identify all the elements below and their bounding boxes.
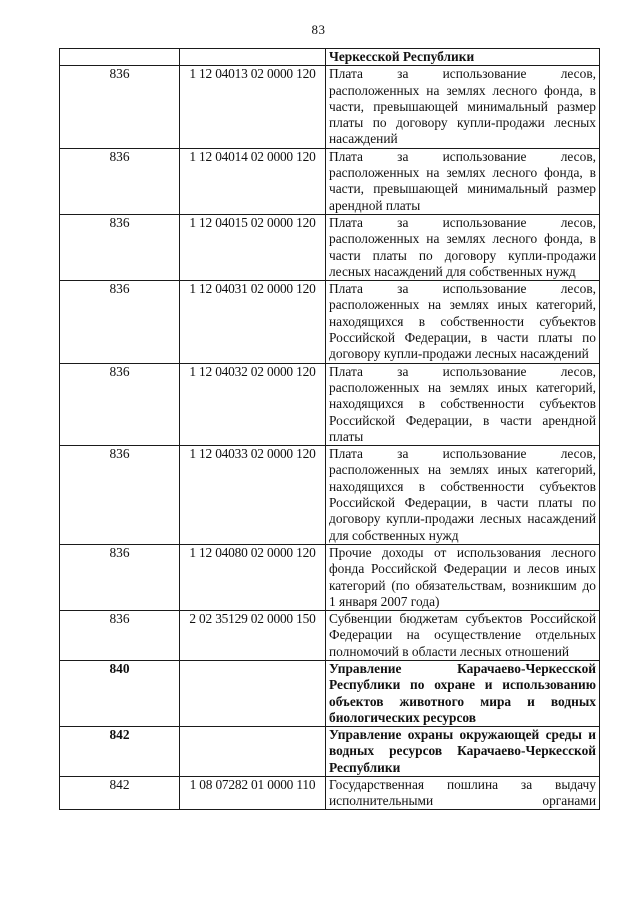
table-row: [60, 777, 600, 810]
income-name-cell: Плата за использование лесов, расположенных на землях иных категорий, находящихся в собственности субъектов Российской Федерации, в части платы по договору купли-продажи лесных насаждений для собственных нужд: [326, 446, 600, 545]
table-row: [60, 49, 600, 66]
income-name-cell: Прочие доходы от использования лесного фонда Российской Федерации и лесов иных категорий (по обязательствам, возникшим до 1 января 2007 года): [326, 544, 600, 610]
table-row: [60, 446, 600, 545]
table-row: [60, 727, 600, 777]
admin-code-cell: 836: [60, 611, 180, 661]
admin-code-cell: 836: [60, 148, 180, 214]
table-row: [60, 544, 600, 610]
budget-code-cell: [180, 727, 326, 777]
income-name-cell: Субвенции бюджетам субъектов Российской Федерации на осуществление отдельных полномочий в области лесных отношений: [326, 611, 600, 661]
budget-code-cell: 1 12 04031 02 0000 120: [180, 281, 326, 363]
budget-code-cell: [180, 660, 326, 726]
budget-code-cell: 1 12 04015 02 0000 120: [180, 214, 326, 280]
admin-code-cell: 836: [60, 66, 180, 148]
administrator-name-cell: Управление Карачаево-Черкесской Республики по охране и использованию объектов животного мира и водных биологических ресурсов: [326, 660, 600, 726]
table-row: [60, 611, 600, 661]
admin-code-cell: [60, 49, 180, 66]
admin-code-cell: 836: [60, 281, 180, 363]
table-row: [60, 281, 600, 363]
admin-code-cell: 836: [60, 544, 180, 610]
income-name-cell: Черкесской Республики: [326, 49, 600, 66]
income-name-text: Государственная пошлина за выдачу исполнительными органами: [329, 777, 596, 809]
income-name-cell: Плата за использование лесов, расположенных на землях лесного фонда, в части платы по договору купли-продажи лесных насаждений для собственных нужд: [326, 214, 600, 280]
table-row: [60, 148, 600, 214]
income-name-cell: Плата за использование лесов, расположенных на землях иных категорий, находящихся в собственности субъектов Российской Федерации, в части платы по договору купли-продажи лесных насаждений: [326, 281, 600, 363]
admin-code-cell: 842: [60, 727, 180, 777]
admin-code-cell: 836: [60, 446, 180, 545]
admin-code-cell: 836: [60, 214, 180, 280]
budget-code-cell: 1 08 07282 01 0000 110: [180, 777, 326, 810]
budget-code-cell: 1 12 04014 02 0000 120: [180, 148, 326, 214]
table-row: [60, 214, 600, 280]
budget-code-cell: 1 12 04032 02 0000 120: [180, 363, 326, 445]
page-number: 83: [311, 22, 326, 37]
budget-code-cell: [180, 49, 326, 66]
budget-code-cell: 1 12 04080 02 0000 120: [180, 544, 326, 610]
income-name-cell: Плата за использование лесов, расположенных на землях иных категорий, находящихся в собственности субъектов Российской Федерации, в части арендной платы: [326, 363, 600, 445]
income-name-cell: Плата за использование лесов, расположенных на землях лесного фонда, в части, превышающей минимальный размер платы по договору купли-продажи лесных насаждений: [326, 66, 600, 148]
table-row: [60, 363, 600, 445]
budget-code-cell: 2 02 35129 02 0000 150: [180, 611, 326, 661]
budget-code-cell: 1 12 04033 02 0000 120: [180, 446, 326, 545]
budget-code-cell: 1 12 04013 02 0000 120: [180, 66, 326, 148]
admin-code-cell: 840: [60, 660, 180, 726]
budget-codes-table: [59, 48, 600, 810]
table-row: [60, 660, 600, 726]
admin-code-cell: 836: [60, 363, 180, 445]
income-name-cell: Плата за использование лесов, расположенных на землях лесного фонда, в части, превышающей минимальный размер арендной платы: [326, 148, 600, 214]
income-name-cell: [326, 777, 600, 810]
administrator-name-cell: Управление охраны окружающей среды и водных ресурсов Карачаево-Черкесской Республики: [326, 727, 600, 777]
admin-code-cell: 842: [60, 777, 180, 810]
table-row: [60, 66, 600, 148]
